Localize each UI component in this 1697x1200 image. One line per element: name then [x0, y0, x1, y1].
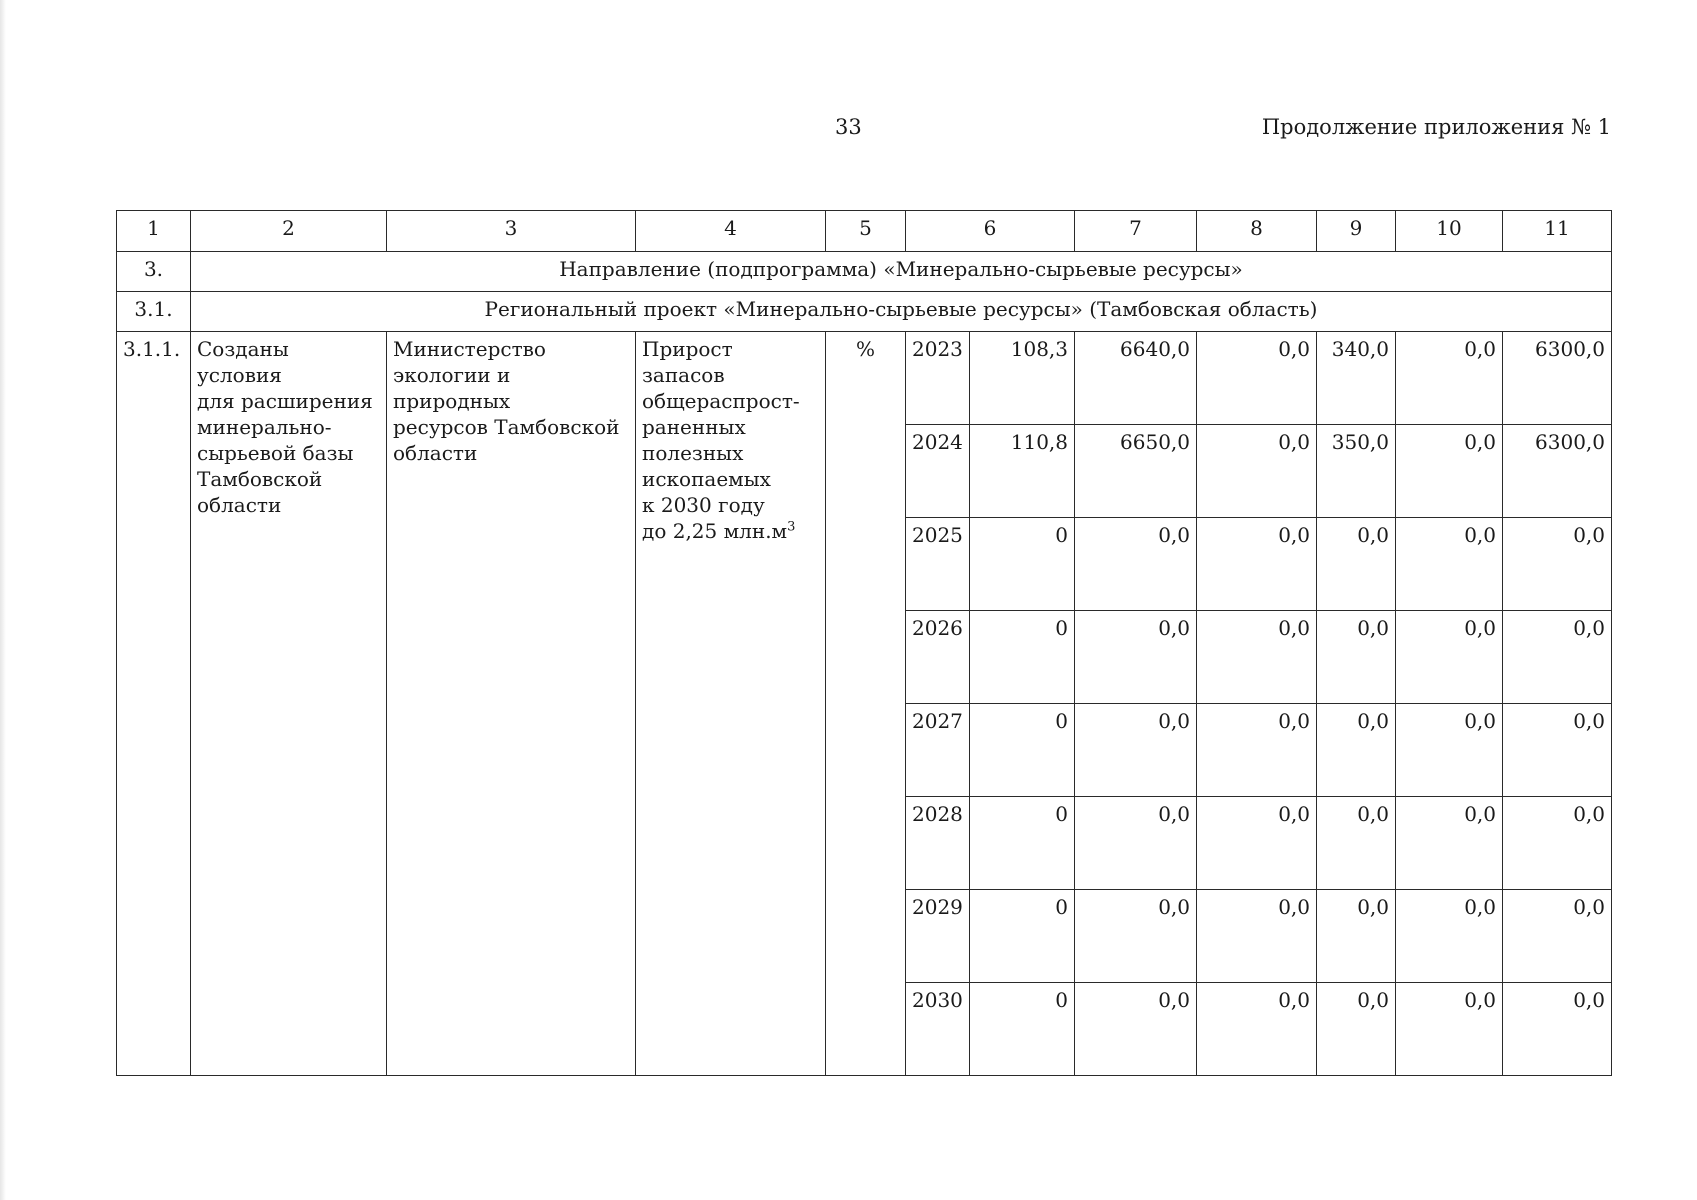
indicator-line: раненных [642, 415, 746, 439]
column-number-row [117, 211, 1612, 252]
col-header: 9 [1317, 211, 1396, 252]
value-cell: 0,0 [1075, 797, 1197, 890]
year-cell: 2028 [906, 797, 970, 890]
value-cell: 6650,0 [1075, 425, 1197, 518]
value-cell: 0,0 [1396, 518, 1503, 611]
value-cell: 110,8 [970, 425, 1075, 518]
value-cell: 0,0 [1317, 983, 1396, 1076]
indicator-line [642, 518, 819, 544]
col-header: 7 [1075, 211, 1197, 252]
year-cell: 2024 [906, 425, 970, 518]
appendix-note: Продолжение приложения № 1 [1261, 115, 1611, 139]
year-cell: 2027 [906, 704, 970, 797]
program-table [116, 210, 1612, 1076]
subsection-number: 3.1. [117, 292, 191, 332]
table-row [117, 332, 1612, 425]
indicator-sup: 3 [787, 519, 796, 535]
indicator-line: Прирост запасов [642, 337, 733, 387]
responsible-line: экологии и природных [393, 363, 511, 413]
value-cell: 6300,0 [1503, 332, 1612, 425]
value-cell: 0 [970, 611, 1075, 704]
value-cell: 0,0 [1075, 890, 1197, 983]
value-cell: 0,0 [1503, 983, 1612, 1076]
value-cell: 0,0 [1317, 611, 1396, 704]
col-header: 11 [1503, 211, 1612, 252]
value-cell: 0,0 [1075, 611, 1197, 704]
item-number [117, 332, 191, 1076]
task-line: для расширения [197, 389, 373, 413]
value-cell: 0,0 [1396, 425, 1503, 518]
section-row [117, 252, 1612, 292]
value-cell: 0,0 [1075, 983, 1197, 1076]
year-cell: 2029 [906, 890, 970, 983]
unit-cell [826, 332, 906, 1076]
value-cell: 350,0 [1317, 425, 1396, 518]
indicator-line: ископаемых [642, 467, 771, 491]
value-cell: 6300,0 [1503, 425, 1612, 518]
indicator-cell [636, 332, 826, 1076]
responsible-line: области [393, 441, 478, 465]
value-cell: 0,0 [1396, 983, 1503, 1076]
section-number: 3. [117, 252, 191, 292]
year-cell: 2026 [906, 611, 970, 704]
value-cell: 0,0 [1503, 704, 1612, 797]
value-cell: 0 [970, 704, 1075, 797]
value-cell: 0,0 [1197, 611, 1317, 704]
task-line: Тамбовской [197, 467, 323, 491]
value-cell: 0,0 [1503, 611, 1612, 704]
value-cell: 0,0 [1503, 518, 1612, 611]
value-cell: 0,0 [1503, 797, 1612, 890]
col-header: 4 [636, 211, 826, 252]
value-cell: 0,0 [1317, 704, 1396, 797]
responsible-line: ресурсов Тамбовской [393, 415, 620, 439]
value-cell: 0 [970, 983, 1075, 1076]
col-header: 5 [826, 211, 906, 252]
task-line: минерально- [197, 415, 332, 439]
value-cell: 0,0 [1197, 983, 1317, 1076]
indicator-line: к 2030 году [642, 493, 765, 517]
indicator-line: полезных [642, 441, 744, 465]
task-cell [191, 332, 387, 1076]
value-cell: 0,0 [1197, 425, 1317, 518]
col-header: 3 [387, 211, 636, 252]
item-number-text: 3.1.1. [123, 337, 181, 361]
value-cell: 0,0 [1503, 890, 1612, 983]
value-cell: 0,0 [1396, 797, 1503, 890]
value-cell: 340,0 [1317, 332, 1396, 425]
unit-text: % [855, 337, 875, 361]
responsible-cell [387, 332, 636, 1076]
value-cell: 0,0 [1317, 797, 1396, 890]
value-cell: 0,0 [1396, 890, 1503, 983]
year-cell: 2025 [906, 518, 970, 611]
col-header: 6 [906, 211, 1075, 252]
task-line: сырьевой базы [197, 441, 354, 465]
year-cell: 2023 [906, 332, 970, 425]
value-cell: 0,0 [1197, 797, 1317, 890]
col-header: 8 [1197, 211, 1317, 252]
value-cell: 0,0 [1396, 332, 1503, 425]
col-header: 1 [117, 211, 191, 252]
subsection-title: Региональный проект «Минерально-сырьевые ресурсы» (Тамбовская область) [191, 292, 1612, 332]
page-number: 33 [835, 115, 862, 139]
value-cell: 0,0 [1396, 611, 1503, 704]
value-cell: 0 [970, 890, 1075, 983]
value-cell: 0,0 [1197, 890, 1317, 983]
value-cell: 0,0 [1197, 332, 1317, 425]
value-cell: 0,0 [1396, 704, 1503, 797]
value-cell: 0,0 [1075, 704, 1197, 797]
scan-edge [0, 0, 6, 1200]
value-cell: 0,0 [1197, 704, 1317, 797]
value-cell: 0 [970, 797, 1075, 890]
value-cell: 0,0 [1075, 518, 1197, 611]
value-cell: 108,3 [970, 332, 1075, 425]
value-cell: 0,0 [1197, 518, 1317, 611]
section-title: Направление (подпрограмма) «Минерально-сырьевые ресурсы» [191, 252, 1612, 292]
year-cell: 2030 [906, 983, 970, 1076]
col-header: 2 [191, 211, 387, 252]
subsection-row [117, 292, 1612, 332]
indicator-last: до 2,25 млн.м [642, 519, 788, 543]
task-line: Созданы условия [197, 337, 289, 387]
value-cell: 6640,0 [1075, 332, 1197, 425]
indicator-line: общераспрост- [642, 389, 800, 413]
value-cell: 0,0 [1317, 890, 1396, 983]
task-line: области [197, 493, 282, 517]
value-cell: 0 [970, 518, 1075, 611]
responsible-line: Министерство [393, 337, 546, 361]
col-header: 10 [1396, 211, 1503, 252]
value-cell: 0,0 [1317, 518, 1396, 611]
